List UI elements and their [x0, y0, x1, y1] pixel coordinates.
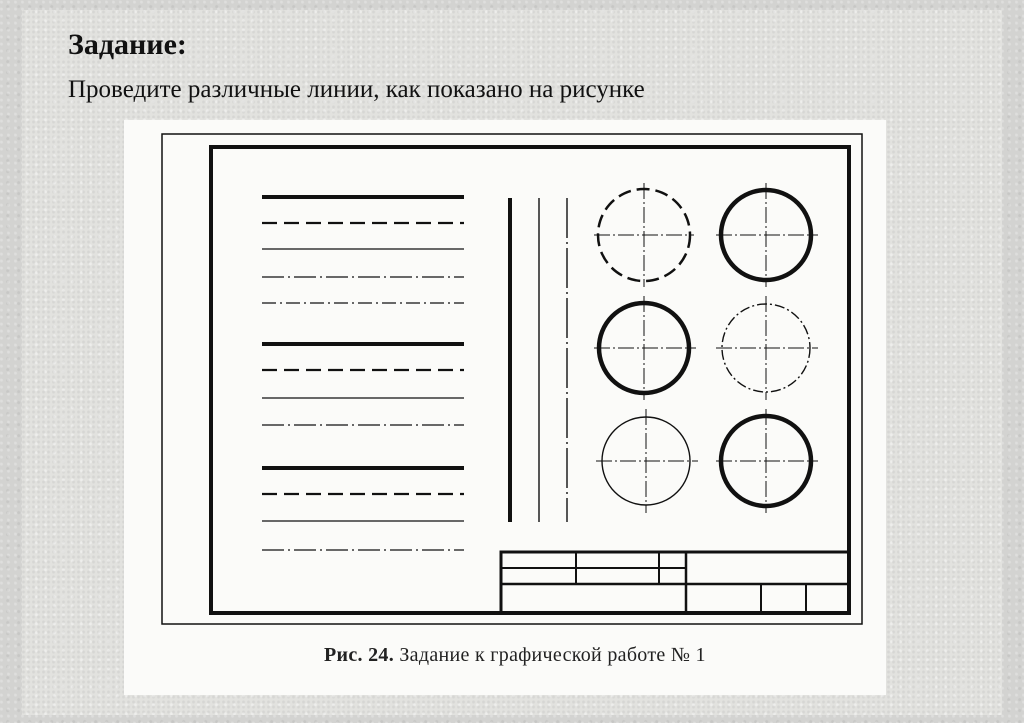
- task-instruction: Проведите различные линии, как показано на рисунке: [68, 76, 645, 103]
- circle-thick-1: [716, 183, 818, 287]
- title-block: [501, 552, 849, 613]
- drawing-sheet: [124, 120, 886, 695]
- figure-caption: [324, 644, 706, 667]
- figure-caption-text: Задание к графической работе № 1: [399, 644, 706, 666]
- line-samples-group-3: [262, 468, 464, 550]
- line-samples-group-2: [262, 344, 464, 425]
- drawing-frame: [211, 147, 849, 613]
- title-block-border: [501, 552, 849, 613]
- circle-dashed-1: [594, 183, 694, 287]
- circle-dashdot-2: [716, 296, 818, 400]
- drawing-figure: [124, 120, 886, 695]
- line-samples-group-1: [262, 197, 464, 303]
- figure-number: Рис. 24.: [324, 644, 395, 666]
- vertical-line-samples: [510, 198, 567, 522]
- task-title: Задание:: [68, 28, 187, 61]
- circle-thick-2: [594, 296, 696, 400]
- circle-thick-3: [716, 409, 818, 513]
- circle-thin-3: [596, 409, 698, 513]
